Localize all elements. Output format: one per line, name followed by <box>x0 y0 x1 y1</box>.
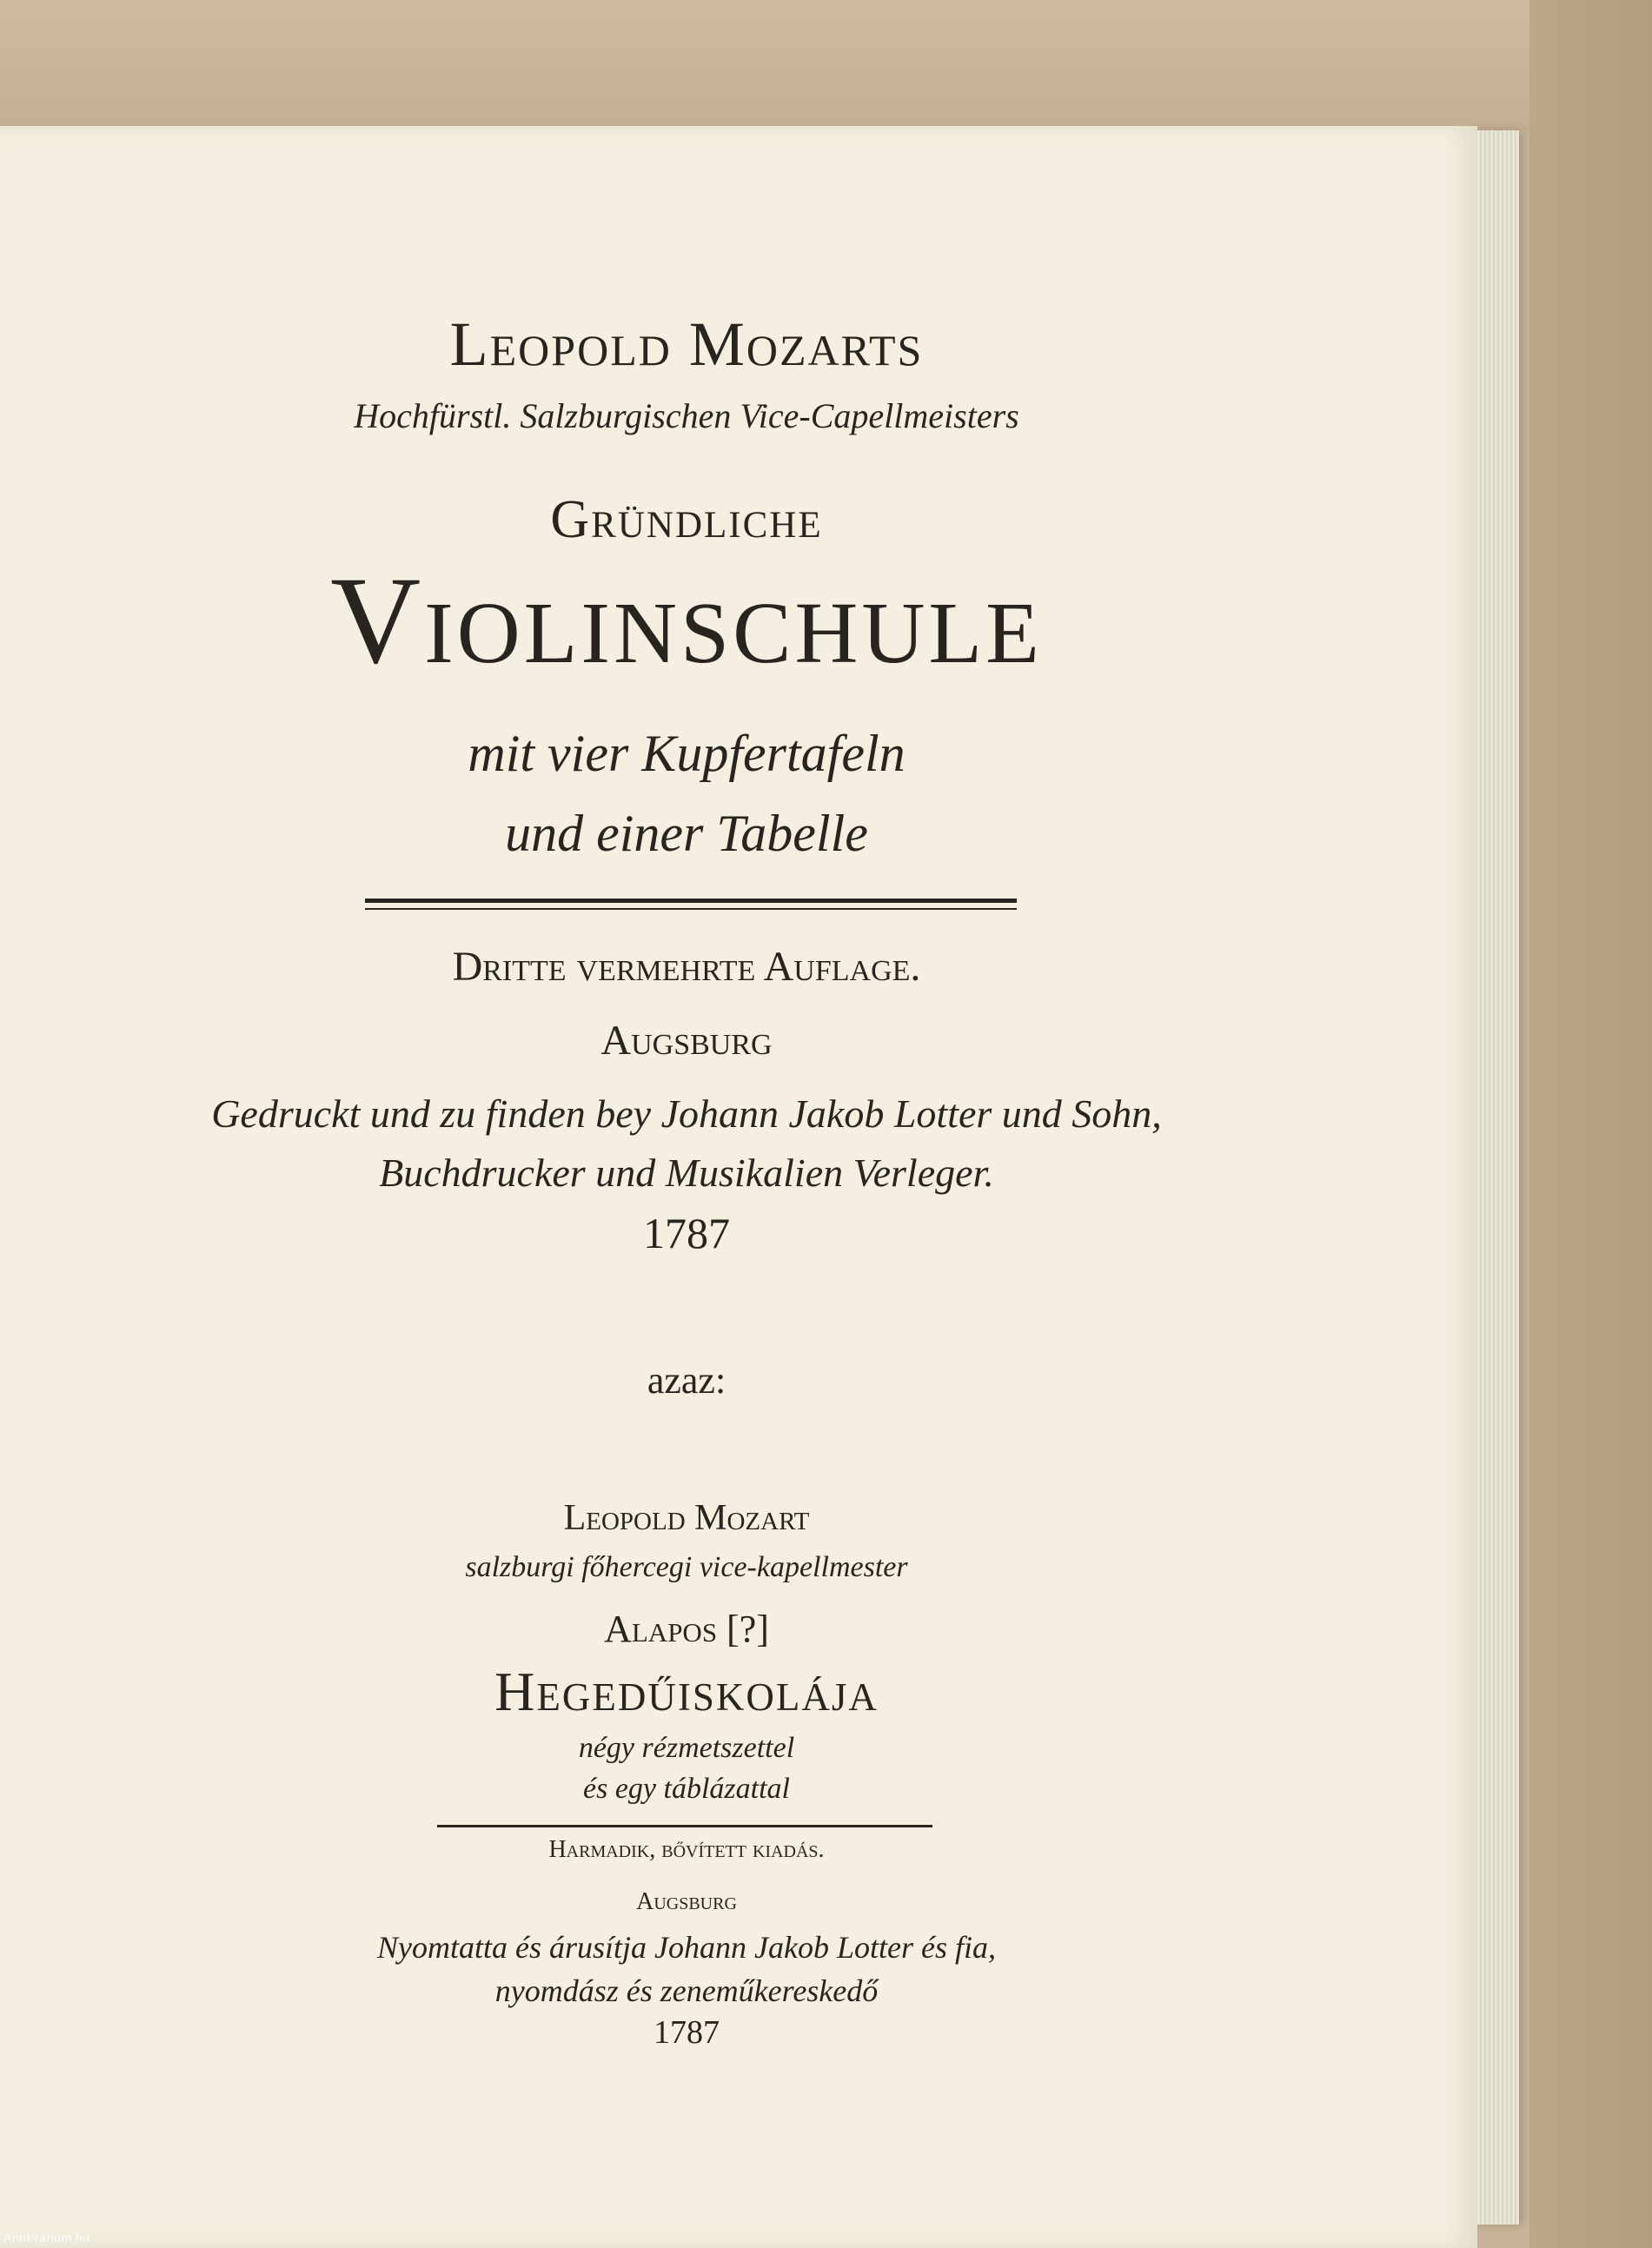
hu-edition-line: Harmadik, bővített kiadás. <box>548 1836 825 1863</box>
hu-subtitle-line-1: négy rézmetszettel <box>578 1732 795 1764</box>
table-surface-right <box>1529 0 1652 2248</box>
table-surface-top <box>0 0 1652 130</box>
main-title: Violinschule <box>330 552 1043 690</box>
double-rule-top <box>365 899 1017 903</box>
subtitle-line-2: und einer Tabelle <box>505 805 868 862</box>
edition-line: Dritte vermehrte Auflage. <box>452 944 921 990</box>
hu-place-line: Augsburg <box>636 1888 737 1915</box>
hu-year-line: 1787 <box>654 2014 720 2051</box>
printer-line-2: Buchdrucker und Musikalien Verleger. <box>379 1151 994 1195</box>
title-page <box>0 126 1477 2248</box>
hu-main-title: Hegedűiskolája <box>494 1661 879 1722</box>
printer-line-1: Gedruckt und zu finden bey Johann Jakob Lotter und Sohn, <box>211 1091 1162 1136</box>
hu-pre-title: Alapos [?] <box>604 1608 769 1650</box>
hu-author-name: Leopold Mozart <box>563 1498 810 1538</box>
author-title: Hochfürstl. Salzburgischen Vice-Capellmeisters <box>354 396 1019 435</box>
separator-text: azaz: <box>647 1359 726 1402</box>
pre-title: Gründliche <box>550 490 823 549</box>
year-line: 1787 <box>643 1209 730 1257</box>
hu-rule <box>437 1825 932 1827</box>
author-name: Leopold Mozarts <box>449 309 924 379</box>
watermark: Antikvarium.hu <box>3 2231 90 2245</box>
hu-author-title: salzburgi főhercegi vice-kapellmester <box>465 1551 908 1583</box>
hu-printer-line-2: nyomdász és zeneműkereskedő <box>494 1973 879 2008</box>
hu-printer-line-1: Nyomtatta és árusítja Johann Jakob Lotter és fia, <box>377 1930 996 1965</box>
double-rule-bottom <box>365 908 1017 910</box>
place-line: Augsburg <box>600 1018 773 1064</box>
subtitle-line-1: mit vier Kupfertafeln <box>468 725 906 782</box>
hu-subtitle-line-2: és egy táblázattal <box>583 1773 790 1805</box>
